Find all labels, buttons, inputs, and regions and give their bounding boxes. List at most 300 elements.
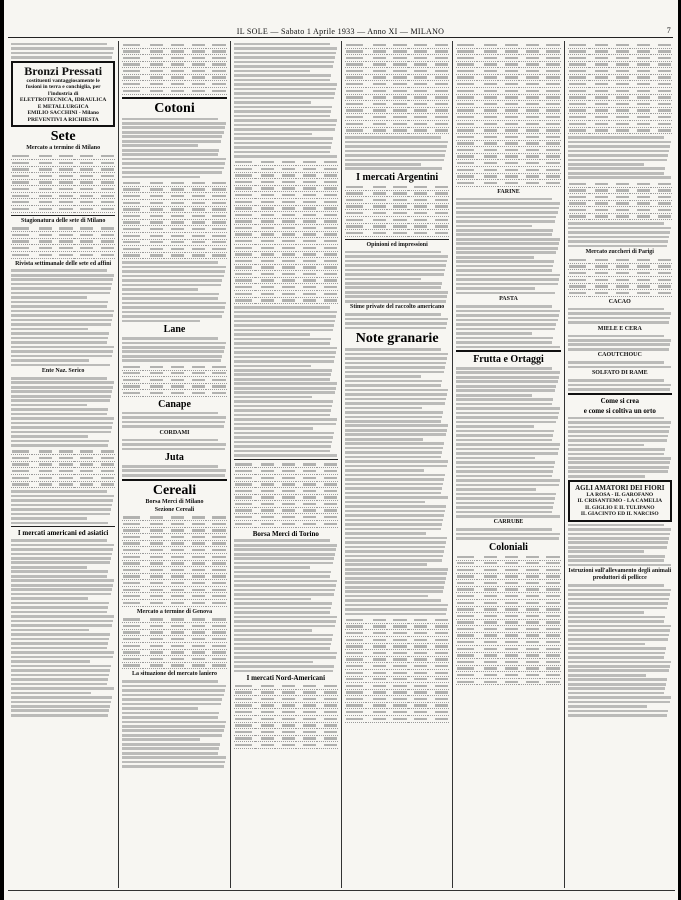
text-line [456,484,558,487]
text-line [456,238,559,241]
table-cell [32,481,53,488]
table-cell [589,200,610,207]
text-line [568,683,666,686]
page-header [8,26,673,38]
text-line [11,296,87,299]
table-row [11,173,115,180]
article-text [568,222,672,247]
table-cell [206,656,227,663]
table-cell [185,377,206,384]
text-line [11,274,114,277]
article-text [122,118,226,179]
table-cell [317,474,338,481]
text-line [568,339,671,342]
table-cell [234,245,255,252]
table-row [568,55,672,62]
table-cell [498,153,519,160]
table-cell [609,127,630,134]
price-table [11,449,115,488]
table-cell [94,251,115,258]
table-cell [366,197,387,204]
ad-line: l'industria di [47,90,79,97]
table-cell [255,468,276,475]
table-cell [568,290,589,297]
table-cell [387,48,408,55]
table-cell [53,238,74,245]
table-cell [32,186,53,193]
text-line [122,135,222,138]
table-cell [387,669,408,676]
text-line [234,378,330,381]
table-cell [568,61,589,68]
text-line [456,497,555,500]
text-line [234,43,330,46]
table-cell [122,629,143,636]
table-cell [366,190,387,197]
table-cell [477,180,498,187]
table-cell [32,179,53,186]
table-cell [143,593,164,600]
table-cell [428,663,449,670]
table-cell [609,120,630,127]
table-cell [317,709,338,716]
column-6 [565,41,675,888]
table-cell [498,101,519,108]
table-cell [540,560,561,567]
table-row [234,185,338,192]
table-cell [477,613,498,620]
table-cell [408,190,429,197]
table-cell [143,48,164,55]
table-cell [94,160,115,167]
table-cell [164,629,185,636]
text-line [568,541,668,544]
table-cell [94,461,115,468]
table-cell [164,68,185,75]
table-cell [540,652,561,659]
table-cell [366,689,387,696]
table-row [122,649,226,656]
table-cell [366,663,387,670]
table-cell [296,251,317,258]
text-line [11,314,113,317]
text-line [456,292,555,295]
table-cell [206,636,227,643]
table-cell [317,520,338,527]
table-cell [11,192,32,199]
table-cell [456,101,477,108]
table-cell [164,540,185,547]
table-cell [540,101,561,108]
table-row [345,74,449,81]
table-cell [609,187,630,194]
table-cell [164,573,185,580]
table-cell [630,194,651,201]
text-line [11,575,107,578]
table-cell [74,238,95,245]
table-cell [164,593,185,600]
article-text [568,335,672,351]
table-cell [206,232,227,239]
table-row [568,114,672,121]
table-row [122,226,226,233]
table-cell [408,669,429,676]
text-line [456,305,552,308]
table-cell [609,263,630,270]
table-cell [122,623,143,630]
table-cell [630,270,651,277]
text-line [234,589,335,592]
text-line [568,236,669,239]
table-row [234,277,338,284]
table-cell [296,258,317,265]
table-row [345,197,449,204]
table-cell [540,619,561,626]
table-row [122,55,226,62]
text-line [568,607,667,610]
table-cell [11,160,32,167]
table-cell [206,547,227,554]
price-table [122,42,226,95]
table-cell [540,173,561,180]
table-cell [408,696,429,703]
table-cell [143,377,164,384]
text-line [122,443,225,446]
text-line [345,163,421,166]
table-cell [589,101,610,108]
table-cell [255,264,276,271]
table-cell [206,662,227,669]
table-cell [317,231,338,238]
table-cell [589,81,610,88]
text-line [456,256,533,259]
text-line [345,255,448,258]
table-cell [568,68,589,75]
text-line [456,443,559,446]
table-row [234,481,338,488]
table-cell [275,689,296,696]
text-line [122,694,223,697]
text-line [345,389,448,392]
text-line [234,320,335,323]
table-cell [122,534,143,541]
table-cell [255,238,276,245]
table-cell [540,94,561,101]
text-line [456,511,552,514]
table-cell [519,173,540,180]
table-row [345,61,449,68]
table-cell [498,74,519,81]
table-row [568,94,672,101]
table-cell [498,173,519,180]
table-cell [122,662,143,669]
table-cell [164,636,185,643]
text-line [122,126,224,129]
table-cell [408,48,429,55]
text-line [234,400,333,403]
text-line [234,566,310,569]
text-line [345,327,446,330]
table-cell [74,481,95,488]
text-line [234,652,337,655]
table-cell [498,613,519,620]
table-row [568,263,672,270]
table-cell [53,481,74,488]
table-row [456,48,560,55]
text-line [234,387,336,390]
table-cell [387,203,408,210]
table-cell [185,540,206,547]
table-cell [589,61,610,68]
text-line [11,602,109,605]
table-cell [206,246,227,253]
table-cell [234,488,255,495]
table-cell [456,632,477,639]
text-line [11,548,113,551]
text-line [345,398,446,401]
price-table [345,42,449,134]
table-cell [609,283,630,290]
table-cell [477,659,498,666]
table-cell [540,68,561,75]
table-cell [428,203,449,210]
table-cell [255,735,276,742]
table-cell [122,390,143,397]
table-cell [164,534,185,541]
table-cell [206,390,227,397]
text-line [122,131,223,134]
table-cell [456,88,477,95]
text-line [11,435,88,438]
table-cell [366,637,387,644]
text-line [568,136,664,139]
text-line [122,425,223,428]
text-line [345,586,444,589]
table-cell [275,284,296,291]
table-cell [206,567,227,574]
table-cell [456,147,477,154]
table-cell [456,120,477,127]
table-cell [74,166,95,173]
text-line [11,355,112,358]
text-line [568,524,664,527]
table-cell [540,166,561,173]
table-row [234,715,338,722]
table-row [11,245,115,252]
table-cell [164,61,185,68]
table-row [11,160,115,167]
text-line [568,475,645,478]
table-cell [651,68,672,75]
table-cell [185,547,206,554]
table-cell [366,81,387,88]
table-cell [11,468,32,475]
table-cell [519,74,540,81]
table-cell [387,223,408,230]
table-cell [477,593,498,600]
table-cell [94,166,115,173]
table-cell [540,586,561,593]
table-cell [296,702,317,709]
text-line [345,136,441,139]
text-line [568,154,668,157]
text-line [11,687,114,690]
table-cell [122,193,143,200]
section-title: Borsa Merci di Torino [252,529,319,538]
text-line [122,359,221,362]
table-cell [185,193,206,200]
text-line [345,501,425,504]
text-line [11,495,114,498]
table-cell [143,629,164,636]
table-cell [206,527,227,534]
table-cell [234,192,255,199]
text-line [568,555,665,558]
price-table [234,683,338,749]
table-cell [32,251,53,258]
table-cell [74,475,95,482]
text-line [234,97,334,100]
table-cell [519,147,540,154]
table-cell [32,468,53,475]
table-cell [630,213,651,220]
table-cell [275,172,296,179]
text-line [456,225,532,228]
table-cell [53,173,74,180]
text-line [568,714,667,717]
text-line [345,269,445,272]
table-row [11,186,115,193]
ad-line: IL GIGLIO E IL TULIPANO [585,504,655,511]
table-cell [32,245,53,252]
text-line [568,638,668,641]
text-line [234,315,336,318]
table-cell [519,613,540,620]
text-line [234,445,331,448]
table-cell [345,630,366,637]
table-cell [164,527,185,534]
text-line [11,431,111,434]
table-cell [296,494,317,501]
table-cell [122,600,143,607]
table-cell [651,263,672,270]
table-cell [234,520,255,527]
text-line [345,145,447,148]
table-cell [408,230,429,237]
text-line [456,452,557,455]
table-cell [651,127,672,134]
table-cell [345,107,366,114]
table-row [345,48,449,55]
table-cell [234,198,255,205]
table-cell [345,689,366,696]
text-line [456,528,552,531]
text-line [568,172,664,175]
table-row [456,101,560,108]
section-subtitle: Istruzioni sull'allevamento degli animali produttori di pellicce [568,568,672,582]
text-line [568,661,671,664]
table-cell [366,696,387,703]
text-line [122,448,224,451]
table-cell [387,107,408,114]
table-cell [206,252,227,259]
table-cell [122,206,143,213]
table-row [234,735,338,742]
table-cell [428,127,449,134]
table-cell [317,729,338,736]
table-cell [568,194,589,201]
text-line [122,284,221,287]
table-cell [255,494,276,501]
text-line [456,319,557,322]
table-cell [408,55,429,62]
text-line [456,537,558,540]
table-row [456,166,560,173]
table-cell [387,61,408,68]
table-cell [477,626,498,633]
table-cell [408,216,429,223]
table-cell [206,200,227,207]
text-line [456,211,557,214]
text-line [456,371,559,374]
table-cell [387,114,408,121]
text-line [456,448,558,451]
table-cell [456,68,477,75]
table-cell [122,239,143,246]
table-cell [234,277,255,284]
text-line [345,451,442,454]
table-cell [143,239,164,246]
table-cell [317,172,338,179]
article-text [568,584,672,717]
table-cell [651,290,672,297]
text-line [122,293,219,296]
table-cell [498,606,519,613]
table-cell [11,186,32,193]
table-row [122,662,226,669]
table-cell [143,534,164,541]
table-cell [296,185,317,192]
table-cell [366,683,387,690]
table-cell [630,74,651,81]
table-cell [519,68,540,75]
table-cell [11,199,32,206]
table-cell [498,573,519,580]
table-row [456,659,560,666]
text-line [456,323,556,326]
table-cell [317,277,338,284]
table-cell [651,213,672,220]
table-cell [568,200,589,207]
table-row [456,599,560,606]
table-cell [255,514,276,521]
table-cell [428,61,449,68]
text-line [11,674,109,677]
ad-line: IL GIACINTO ED IL NARCISO [580,511,659,518]
table-cell [234,205,255,212]
table-row [11,251,115,258]
table-cell [477,567,498,574]
table-row [568,277,672,284]
text-line [345,523,442,526]
table-row [122,48,226,55]
text-line [568,312,671,315]
table-cell [206,586,227,593]
table-cell [74,160,95,167]
section-subtitle: Opinioni ed impressioni [366,241,428,248]
table-row [456,107,560,114]
table-cell [456,560,477,567]
